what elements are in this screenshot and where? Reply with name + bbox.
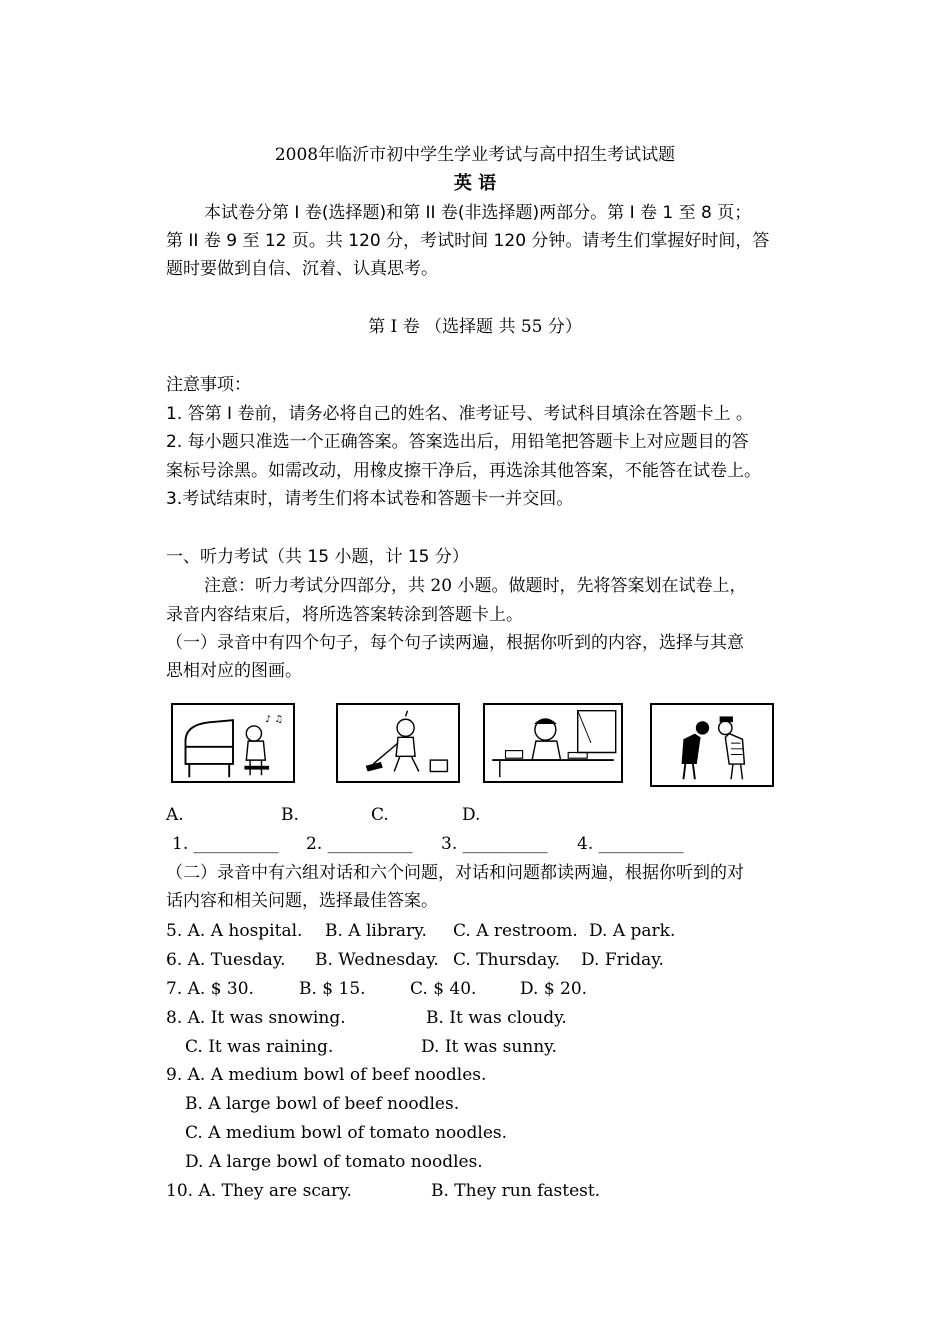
part1-instruction-line-1: （一）录音中有四个句子，每个句子读两遍，根据你听到的内容，选择与其意 — [166, 633, 744, 653]
notice-item-3: 3.考试结束时，请考生们将本试卷和答题卡一并交回。 — [166, 489, 574, 509]
answer-blank-2[interactable]: 2. __________ — [306, 834, 413, 854]
answer-blank-3[interactable]: 3. __________ — [441, 834, 548, 854]
q6-option-d: D. Friday. — [581, 950, 664, 970]
picture-a-piano — [171, 703, 295, 783]
q8-option-c: C. It was raining. — [185, 1037, 334, 1057]
part2-instruction-line-2: 话内容和相关问题，选择最佳答案。 — [166, 891, 438, 911]
answer-blank-1[interactable]: 1. __________ — [172, 834, 279, 854]
q6-option-a: 6. A. Tuesday. — [166, 950, 286, 970]
q5-option-d: D. A park. — [589, 921, 676, 941]
notice-heading: 注意事项： — [166, 375, 251, 395]
q8-option-b: B. It was cloudy. — [426, 1008, 567, 1028]
picture-b-sweeping — [336, 703, 460, 783]
exam-title: 2008年临沂市初中学生学业考试与高中招生考试试题 — [274, 145, 676, 165]
part2-instruction-line-1: （二）录音中有六组对话和六个问题，对话和问题都读两遍，根据你听到的对 — [166, 863, 744, 883]
q7-option-c: C. $ 40. — [410, 979, 477, 999]
q7-option-d: D. $ 20. — [520, 979, 588, 999]
listening-note-line-2: 录音内容结束后，将所选答案转涂到答题卡上。 — [166, 605, 523, 625]
intro-line-1: 本试卷分第 I 卷(选择题)和第 II 卷(非选择题)两部分。第 I 卷 1 至 8 页； — [204, 203, 752, 223]
q9-option-c: C. A medium bowl of tomato noodles. — [185, 1123, 508, 1143]
picture-label-b: B. — [281, 805, 299, 825]
q5-option-a: 5. A. A hospital. — [166, 921, 303, 941]
part1-title: 第 I 卷 （选择题 共 55 分） — [368, 317, 582, 337]
svg-text:♪ ♫: ♪ ♫ — [265, 714, 283, 726]
part1-instruction-line-2: 思相对应的图画。 — [166, 661, 302, 681]
q5-option-b: B. A library. — [325, 921, 427, 941]
answer-blank-4[interactable]: 4. __________ — [577, 834, 684, 854]
girl-studying-illustration — [485, 705, 621, 781]
picture-label-d: D. — [462, 805, 481, 825]
q8-option-a: 8. A. It was snowing. — [166, 1008, 346, 1028]
q8-option-d: D. It was sunny. — [421, 1037, 557, 1057]
intro-line-3: 题时要做到自信、沉着、认真思考。 — [166, 259, 438, 279]
piano-player-illustration — [173, 705, 293, 781]
listening-note-line-1: 注意：听力考试分四部分，共 20 小题。做题时，先将答案划在试卷上， — [204, 576, 747, 596]
people-bowing-illustration — [652, 705, 772, 785]
q6-option-b: B. Wednesday. — [315, 950, 439, 970]
q9-option-d: D. A large bowl of tomato noodles. — [185, 1152, 483, 1172]
notice-item-1: 1. 答第 I 卷前，请务必将自己的姓名、准考证号、考试科目填涂在答题卡上 。 — [166, 404, 753, 424]
notice-item-2-line-2: 案标号涂黑。如需改动，用橡皮擦干净后，再选涂其他答案，不能答在试卷上。 — [166, 461, 761, 481]
q7-option-a: 7. A. $ 30. — [166, 979, 254, 999]
q9-option-a: 9. A. A medium bowl of beef noodles. — [166, 1065, 487, 1085]
picture-c-studying — [483, 703, 623, 783]
picture-label-a: A. — [166, 805, 184, 825]
picture-d-bowing — [650, 703, 774, 787]
sweeping-robot-illustration — [338, 705, 458, 781]
q10-option-a: 10. A. They are scary. — [166, 1181, 352, 1201]
subject-title: 英 语 — [453, 173, 497, 194]
q7-option-b: B. $ 15. — [299, 979, 366, 999]
picture-label-c: C. — [371, 805, 389, 825]
q5-option-c: C. A restroom. — [453, 921, 578, 941]
intro-line-2: 第 II 卷 9 至 12 页。共 120 分，考试时间 120 分钟。请考生们掌握好时间，答 — [166, 231, 770, 251]
q10-option-b: B. They run fastest. — [431, 1181, 601, 1201]
notice-item-2-line-1: 2. 每小题只准选一个正确答案。答案选出后，用铅笔把答题卡上对应题目的答 — [166, 432, 749, 452]
q9-option-b: B. A large bowl of beef noodles. — [185, 1094, 460, 1114]
q6-option-c: C. Thursday. — [453, 950, 561, 970]
section1-title: 一、听力考试（共 15 小题，计 15 分） — [166, 547, 469, 567]
